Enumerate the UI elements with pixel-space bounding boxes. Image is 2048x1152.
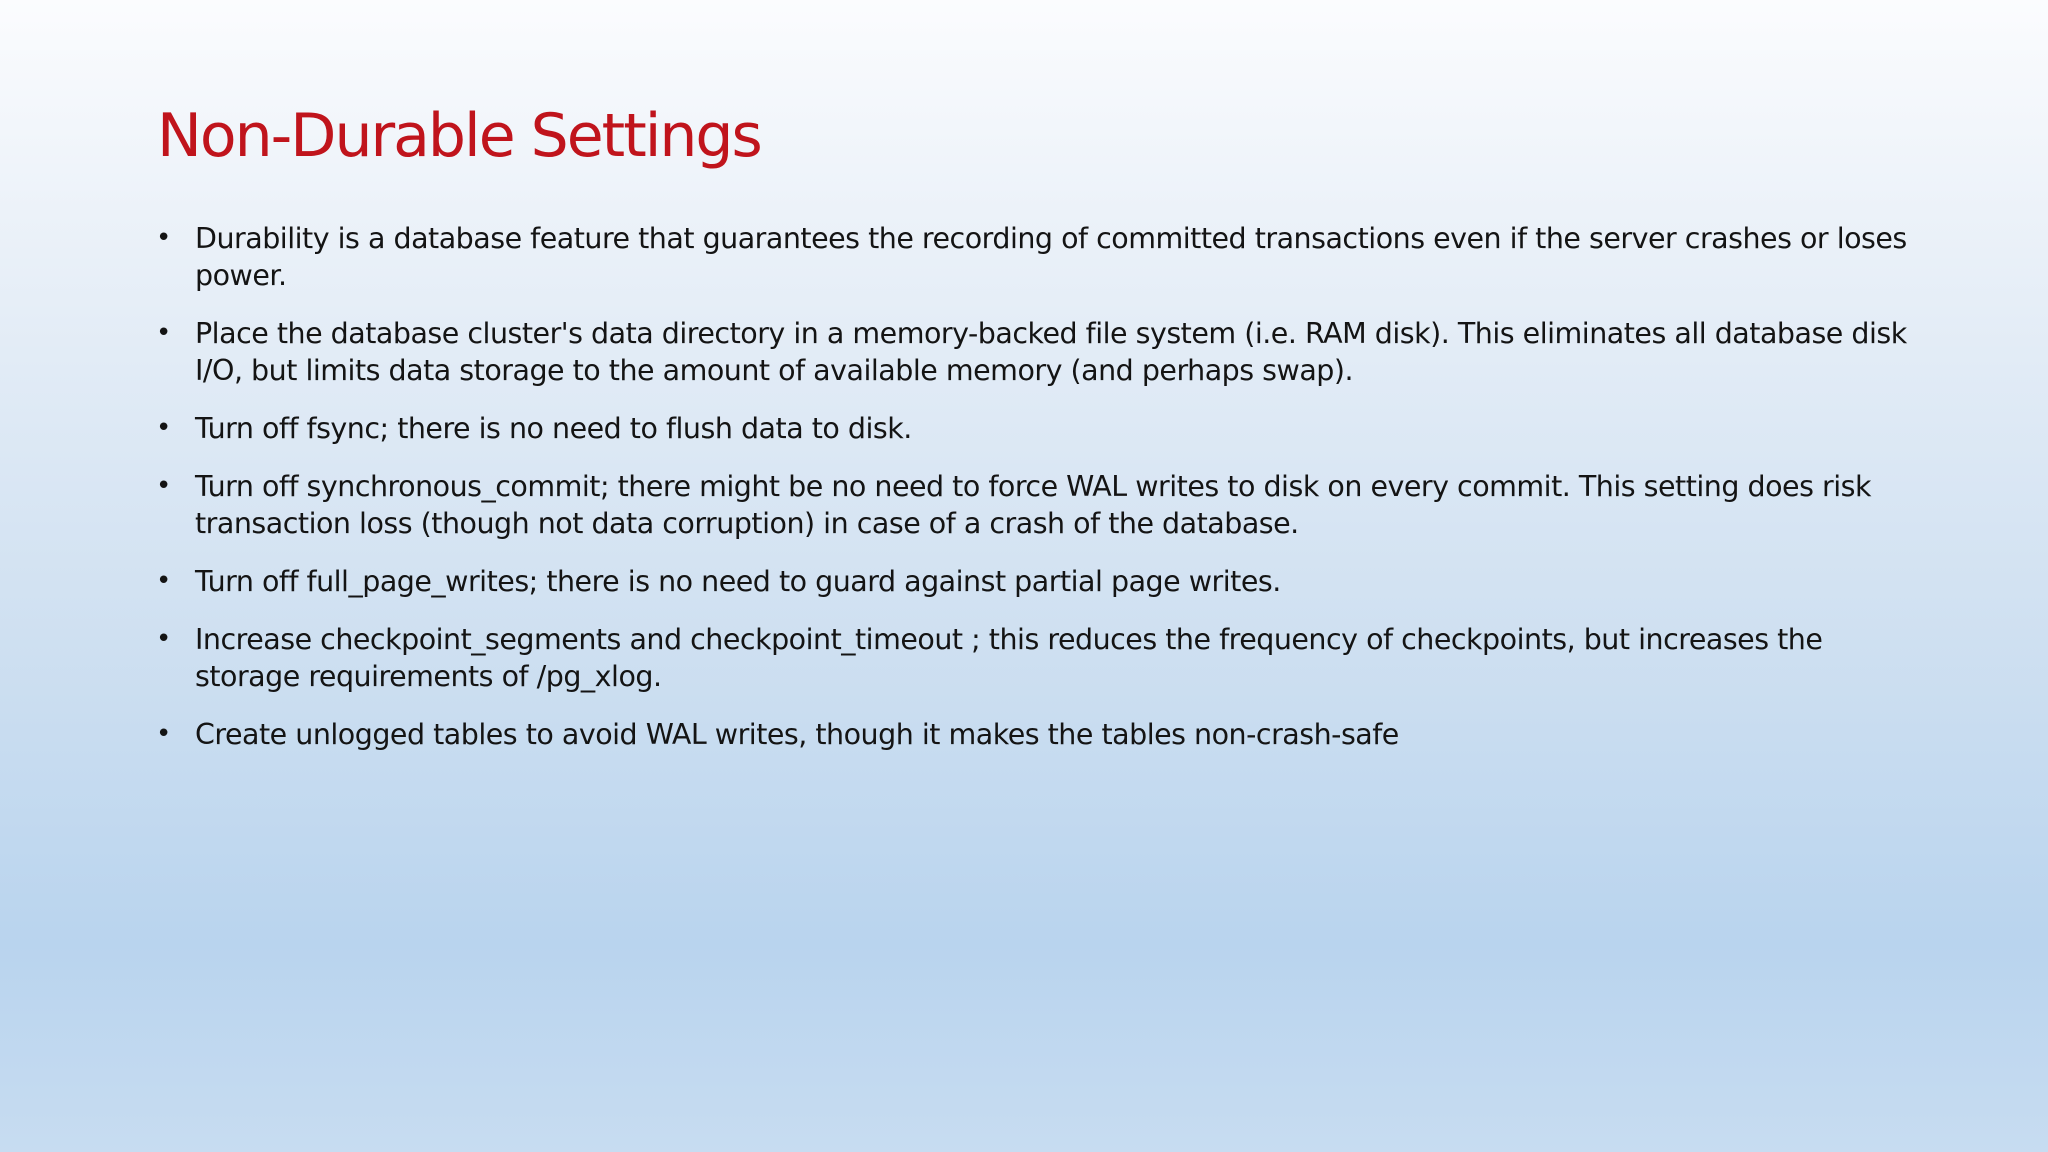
bullet-item-fsync <box>150 410 1910 447</box>
bullet-text: Create unlogged tables to avoid WAL writes, though it makes the tables non-crash-safe <box>195 718 1399 751</box>
bullet-text: Durability is a database feature that guarantees the recording of committed transactions even if the server crashes or loses power. <box>195 222 1907 292</box>
bullet-item-unlogged-tables <box>150 716 1910 753</box>
slide-title: Non-Durable Settings <box>157 101 761 171</box>
bullet-text: Turn off full_page_writes; there is no need to guard against partial page writes. <box>195 565 1281 598</box>
bullet-item-checkpoints <box>150 621 1910 695</box>
bullet-dot-icon: • <box>156 624 171 654</box>
bullet-dot-icon: • <box>156 719 171 749</box>
bullet-dot-icon: • <box>156 413 171 443</box>
bullet-item-full-page-writes <box>150 563 1910 600</box>
bullet-text: Turn off synchronous_commit; there might be no need to force WAL writes to disk on every commit. This setting does risk transaction loss (though not data corruption) in case of a crash of the database. <box>195 470 1871 540</box>
bullet-dot-icon: • <box>156 318 171 348</box>
bullet-item-durability <box>150 220 1910 294</box>
bullet-dot-icon: • <box>156 471 171 501</box>
bullet-text: Increase checkpoint_segments and checkpoint_timeout ; this reduces the frequency of checkpoints, but increases the storage requirements of /pg_xlog. <box>195 623 1823 693</box>
bullet-item-ram-disk <box>150 315 1910 389</box>
bullet-text: Place the database cluster's data directory in a memory-backed file system (i.e. RAM disk). This eliminates all database disk I/O, but limits data storage to the amount of available memory (and perhaps swap). <box>195 317 1907 387</box>
bullet-dot-icon: • <box>156 566 171 596</box>
bullet-list <box>150 220 1910 774</box>
bullet-text: Turn off fsync; there is no need to flush data to disk. <box>195 412 912 445</box>
bullet-item-synchronous-commit <box>150 468 1910 542</box>
bullet-dot-icon: • <box>156 223 171 253</box>
